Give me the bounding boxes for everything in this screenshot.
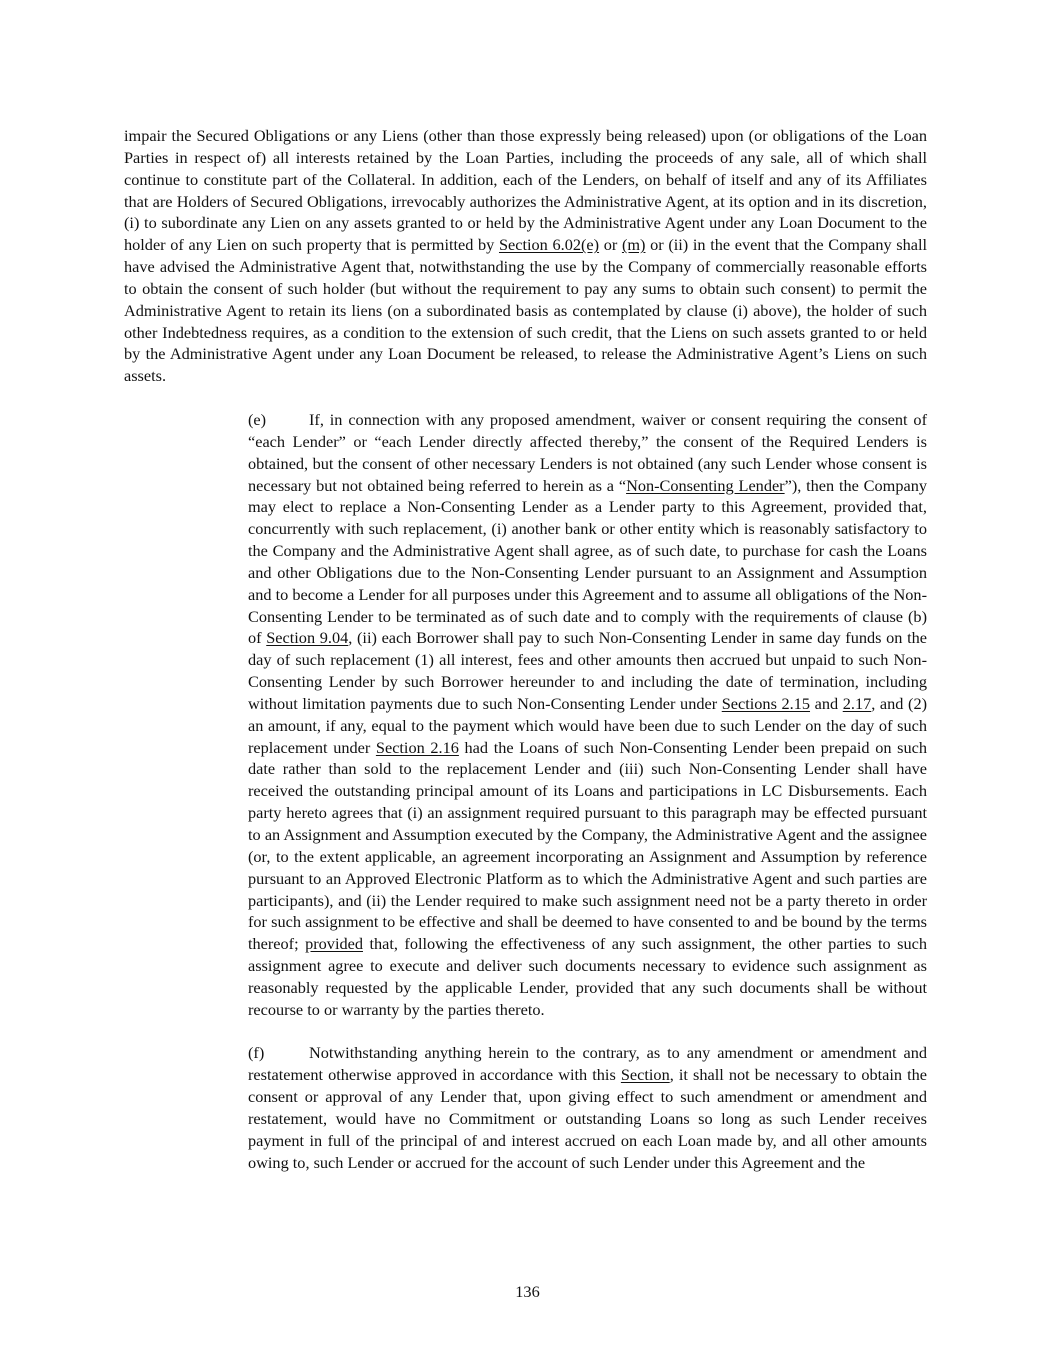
- text-run: ”), then the Company may elect to replace a Non-Consenting Lender as a Lender party to this Agreement, provided that, concurrently with such replacement, (i) another bank or other entity which is reasonably satisfactory to the Company and the Administrative Agent shall agree, as of such date, to purchase for cash the Loans and other Obligations due to the Non-Consenting Lender pursuant to an Assignment and Assumption and to become a Lender for all purposes under this Agreement and to assume all obligations of the Non-Consenting Lender to be terminated as of such date and to comply with the requirements of clause (b) of: [248, 475, 927, 648]
- text-run: and: [810, 693, 843, 713]
- text-run: or (ii) in the event that the Company shall have advised the Administrative Agent that, notwithstanding the use by the Company of commercially reasonable efforts to obtain the consent of such holder (but without the requirement to pay any sums to obtain such consent) to permit the Administrative Agent to retain its liens (on a subordinated basis as contemplated by clause (i) above), the holder of such other Indebtedness requires, as a condition to the extension of such credit, that the Liens on such assets granted to or held by the Administrative Agent under any Loan Document be released, to release the Administrative Agent’s Liens on such assets.: [124, 235, 928, 386]
- text-run: that, following the effectiveness of any such assignment, the other parties to such assignment agree to execute and deliver such documents necessary to evidence such assignment as reasonably requested by the applicable Lender, provided that any such documents shall be without recourse to or warranty by the parties thereto.: [248, 934, 927, 1019]
- text-run: Notwithstanding anything herein to the contrary, as to any amendment or amendment and restatement otherwise approved in accordance with this: [248, 1043, 927, 1085]
- emphasis-provided: provided: [305, 934, 363, 954]
- cross-reference-2-17: 2.17: [842, 693, 872, 713]
- text-run: , (ii) each Borrower shall pay to such Non-Consenting Lender in same day funds on the day of such replacement (1) all interest, fees and other amounts then accrued but unpaid to such Non-Consenting Lender by such Borrower hereunder to and including the date of termination, including without limitation payments due to such Non-Consenting Lender under: [248, 628, 928, 713]
- text-run: , and (2) an amount, if any, equal to the payment which would have been due to such Lender on the day of such replacement under: [248, 693, 928, 757]
- text-run: had the Loans of such Non-Consenting Lender been prepaid on such date rather than sold to the replacement Lender and (iii) such Non-Consenting Lender shall have received the outstanding principal amount of its Loans and participations in LC Disbursements. Each party hereto agrees that (i) an assignment required pursuant to this paragraph may be effected pursuant to an Assignment and Assumption executed by the Company, the Administrative Agent and the assignee (or, to the extent applicable, an agreement incorporating an Assignment and Assumption by reference pursuant to an Approved Electronic Platform as to which the Administrative Agent and such parties are participants), and (ii) the Lender required to make such assignment need not be a party thereto in order for such assignment to be effective and shall be deemed to have consented to and be bound by the terms thereof;: [248, 737, 927, 954]
- text-run: impair the Secured Obligations or any Liens (other than those expressly being released) upon (or obligations of the Loan Parties in respect of) all interests retained by the Loan Parties, including the proceeds of any sale, all of which shall continue to constitute part of the Collateral. In addition, each of the Lenders, on behalf of itself and any of its Affiliates that are Holders of Secured Obligations, irrevocably authorizes the Administrative Agent, at its option and in its discretion, (i) to subordinate any Lien on any assets granted to or held by the Administrative Agent under any Loan Document to the holder of any Lien on such property that is permitted by: [124, 126, 927, 255]
- cross-reference-section-2-16: Section 2.16: [375, 737, 459, 757]
- cross-reference-sections-2-15: Sections 2.15: [721, 693, 811, 713]
- cross-reference-section-6-02-e: Section 6.02(e): [498, 235, 600, 255]
- paragraph-d-continued: [124, 125, 927, 387]
- paragraph-f: [124, 1042, 927, 1173]
- text-run: If, in connection with any proposed amendment, waiver or consent requiring the consent of “each Lender” or “each Lender directly affected thereby,” the consent of the Required Lenders is obtained, but the consent of other necessary Lenders is not obtained (any such Lender whose consent is necessary but not obtained being referred to herein as a “: [248, 409, 927, 495]
- document-body: [124, 125, 927, 1174]
- text-run: or: [599, 235, 622, 255]
- cross-reference-section-9-04: Section 9.04: [266, 628, 349, 648]
- clause-label-e: (e): [248, 409, 267, 429]
- cross-reference-m: (m): [621, 235, 646, 255]
- defined-term-non-consenting-lender: Non-Consenting Lender: [626, 475, 785, 495]
- clause-label-f: (f): [248, 1043, 265, 1063]
- paragraph-e: [124, 409, 927, 1021]
- page-number: 136: [515, 1282, 540, 1301]
- cross-reference-section: Section: [620, 1065, 670, 1085]
- text-run: , it shall not be necessary to obtain the consent or approval of any Lender that, upon giving effect to such amendment or amendment and restatement, would have no Commitment or outstanding Loans so long as such Lender receives payment in full of the principal of and interest accrued on each Loan made by, and all other amounts owing to, such Lender or accrued for the account of such Lender under this Agreement and the: [248, 1065, 927, 1172]
